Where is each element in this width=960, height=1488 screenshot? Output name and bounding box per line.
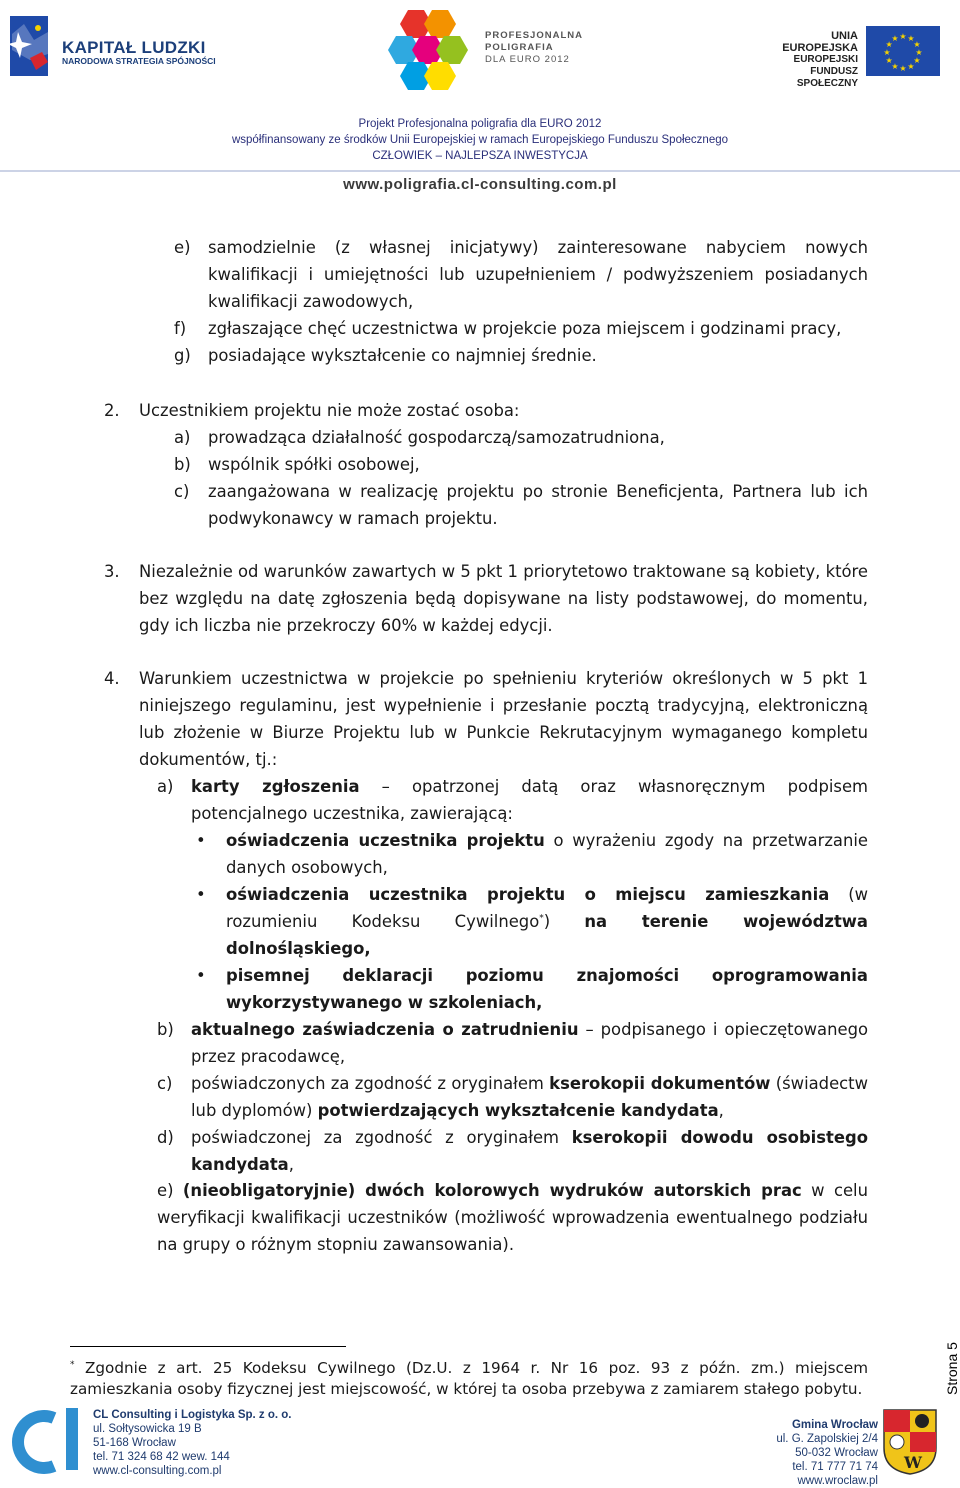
- eu-star-icon: ★: [885, 40, 893, 49]
- section-4d-label: d): [157, 1128, 174, 1147]
- kapital-ludzki-subtitle: NARODOWA STRATEGIA SPÓJNOŚCI: [62, 56, 216, 66]
- poligrafia-logo: [380, 6, 476, 96]
- wroclaw-name: Gmina Wrocław: [791, 1419, 878, 1431]
- header-divider: [0, 170, 960, 172]
- cl-city: 51-168 Wrocław: [93, 1437, 176, 1449]
- wroclaw-info: [740, 1418, 878, 1488]
- section-4b-rest: – podpisanego i opieczętowanego przez pracodawcę,: [191, 1020, 868, 1066]
- eu-star-icon: ★: [913, 56, 921, 65]
- eu-star-icon: ★: [907, 61, 915, 71]
- bullet-2-bold2: na terenie województwa dolnośląskiego,: [226, 912, 868, 958]
- section-2-number: 2.: [104, 401, 120, 420]
- bullet-1-icon: •: [196, 831, 206, 850]
- section-3-text: Niezależnie od warunków zawartych w 5 pkt 1 priorytetowo traktowane są kobiety, które bez względu na datę zgłoszenia będą dopisywane na listy podstawowej, do momentu, gdy ich liczba nie przekroczy 60% w każdej edycji.: [139, 562, 868, 635]
- bullet-1-text: [226, 827, 868, 881]
- kapital-ludzki-logo: [8, 14, 50, 78]
- section-2c-label: c): [174, 482, 190, 501]
- eu-flag: [866, 26, 940, 76]
- poligrafia-text: [485, 30, 583, 66]
- item-e-label: e): [174, 238, 191, 257]
- item-e-text: samodzielnie (z własnej inicjatywy) zainteresowane nabyciem nowych kwalifikacji i umiejętności lub uzupełnieniem / podwyższeniem posiadanych kwalifikacji zawodowych,: [208, 238, 868, 311]
- section-4a-bold: karty zgłoszenia: [191, 777, 360, 796]
- section-3-number: 3.: [104, 562, 120, 581]
- section-4e-label: e): [157, 1181, 174, 1200]
- wroclaw-city: 50-032 Wrocław: [795, 1447, 878, 1459]
- section-4c-t2: (świadectw lub dyplomów): [191, 1074, 868, 1120]
- footnote-ref: *: [539, 913, 544, 924]
- section-4b-label: b): [157, 1020, 174, 1039]
- eu-star-icon: ★: [915, 48, 923, 57]
- item-g-text: posiadające wykształcenie co najmniej średnie.: [208, 346, 597, 365]
- section-2b-label: b): [174, 455, 191, 474]
- eu-star-icon: ★: [913, 40, 921, 49]
- item-f-text: zgłaszające chęć uczestnictwa w projekcie poza miejscem i godzinami pracy,: [208, 319, 842, 338]
- bullet-2-rest: (w rozumieniu Kodeksu Cywilnego: [226, 885, 868, 931]
- bullet-2-rest2: ): [543, 912, 585, 931]
- wroclaw-phone: tel. 71 777 71 74: [792, 1461, 878, 1473]
- cl-logo-icon: [8, 1404, 90, 1476]
- section-4e-bold: (nieobligatoryjnie) dwóch kolorowych wydruków autorskich prac: [182, 1181, 802, 1200]
- section-4c-b2: potwierdzających wykształcenie kandydata: [317, 1101, 719, 1120]
- section-4d-text: [191, 1124, 868, 1178]
- footnote-mark: *: [70, 1359, 75, 1370]
- section-4a-label: a): [157, 777, 174, 796]
- section-4a-rest: – opatrzonej datą oraz własnoręcznym podpisem potencjalnego uczestnika, zawierającą:: [191, 777, 869, 823]
- section-4e-rest: w celu weryfikacji kwalifikacji uczestników (możliwość wprowadzenia ewentualnego podziału na grupy o różnym stopniu zawansowania).: [157, 1181, 868, 1254]
- poligrafia-line2: POLIGRAFIA: [485, 42, 554, 53]
- section-2c-text: zaangażowana w realizację projektu po stronie Beneficjenta, Partnera lub ich podwykonawcy w ramach projektu.: [208, 482, 868, 528]
- ue-line2: EUROPEJSKI: [793, 54, 858, 65]
- ue-line1: UNIA EUROPEJSKA: [782, 30, 858, 54]
- bullet-3-icon: •: [196, 966, 206, 985]
- eu-star-icon: ★: [899, 32, 907, 41]
- ue-text: [760, 30, 858, 90]
- section-2-text: Uczestnikiem projektu nie może zostać osoba:: [139, 401, 520, 420]
- section-4c-t1: poświadczonych za zgodność z oryginałem: [191, 1074, 550, 1093]
- bullet-1-bold: oświadczenia uczestnika projektu: [226, 831, 545, 850]
- section-2b-text: wspólnik spółki osobowej,: [208, 455, 420, 474]
- cl-street: ul. Sołtysowicka 19 B: [93, 1423, 202, 1435]
- bullet-2-icon: •: [196, 885, 206, 904]
- section-4c-text: [191, 1070, 868, 1124]
- section-4b-text: [191, 1016, 868, 1070]
- section-2a-label: a): [174, 428, 191, 447]
- section-4-text: Warunkiem uczestnictwa w projekcie po spełnieniu kryteriów określonych w 5 pkt 1 niniejszego regulaminu, jest wypełnienie i przesłanie pocztą tradycyjną, elektroniczną lub złożenie w Biurze Projektu lub w Punkcie Rekrutacyjnym wymaganego kompletu dokumentów, tj.:: [139, 669, 868, 769]
- coat-of-arms-icon: [882, 1408, 938, 1476]
- footnote-text: [70, 1358, 868, 1400]
- eu-star-icon: ★: [883, 48, 891, 57]
- cl-name: CL Consulting i Logistyka Sp. z o. o.: [93, 1409, 292, 1421]
- project-info: [0, 116, 960, 164]
- wroclaw-website-link[interactable]: www.wroclaw.pl: [797, 1475, 878, 1487]
- poligrafia-line1: PROFESJONALNA: [485, 30, 583, 41]
- section-4a-text: [191, 773, 868, 827]
- item-g-label: g): [174, 346, 191, 365]
- footnote-divider: [70, 1346, 346, 1347]
- eu-star-icon: ★: [891, 61, 899, 71]
- item-f-label: f): [174, 319, 187, 338]
- section-4c-t3: ,: [718, 1101, 724, 1120]
- bullet-2-text: [226, 881, 868, 962]
- section-4b-bold: aktualnego zaświadczenia o zatrudnieniu: [191, 1020, 579, 1039]
- kapital-ludzki-title: KAPITAŁ LUDZKI: [62, 38, 206, 57]
- eu-star-icon: ★: [907, 34, 915, 44]
- wroclaw-street: ul. G. Zapolskiej 2/4: [776, 1433, 878, 1445]
- page-number: Strona 5: [944, 1342, 960, 1395]
- section-4d-t1: poświadczonej za zgodność z oryginałem: [191, 1128, 572, 1147]
- section-4d-t2: ,: [288, 1155, 294, 1174]
- svg-text:W: W: [904, 1453, 922, 1472]
- section-4-number: 4.: [104, 669, 120, 688]
- wroclaw-coat-of-arms: [882, 1408, 938, 1476]
- cl-consulting-logo: [8, 1404, 90, 1476]
- eu-star-icon: ★: [899, 64, 907, 73]
- poligrafia-line3: DLA EURO 2012: [485, 54, 570, 65]
- eu-flag-icon: [866, 26, 940, 76]
- eu-star-icon: ★: [885, 56, 893, 65]
- cl-website-link[interactable]: www.cl-consulting.com.pl: [93, 1465, 222, 1477]
- project-line3: CZŁOWIEK – NAJLEPSZA INWESTYCJA: [372, 150, 588, 162]
- ue-line3: FUNDUSZ SPOŁECZNY: [796, 66, 858, 89]
- project-website-link[interactable]: www.poligrafia.cl-consulting.com.pl: [343, 176, 617, 193]
- section-4c-label: c): [157, 1074, 173, 1093]
- bullet-3-bold: pisemnej deklaracji poziomu znajomości oprogramowania wykorzystywanego w szkoleniach,: [226, 966, 868, 1012]
- section-4e-text: [157, 1177, 868, 1258]
- colorful-hexagons-icon: [380, 6, 476, 96]
- section-2a-text: prowadząca działalność gospodarczą/samozatrudniona,: [208, 428, 665, 447]
- bullet-2-bold1: oświadczenia uczestnika projektu o miejscu zamieszkania: [226, 885, 830, 904]
- project-line2: współfinansowany ze środków Unii Europejskiej w ramach Europejskiego Funduszu Społecznego: [231, 134, 729, 146]
- kapital-ludzki-emblem-icon: [8, 14, 50, 78]
- eu-star-icon: ★: [891, 34, 899, 44]
- section-4d-b1: kserokopii dowodu osobistego kandydata: [191, 1128, 868, 1174]
- cl-consulting-info: [93, 1408, 292, 1478]
- bullet-3-text: [226, 962, 868, 1016]
- footnote-body: Zgodnie z art. 25 Kodeksu Cywilnego (Dz.U. z 1964 r. Nr 16 poz. 93 z późn. zm.) miejscem zamieszkania osoby fizycznej jest miejscowość, w której ta osoba przebywa z zamiarem stałego pobytu.: [70, 1359, 868, 1398]
- section-4c-b1: kserokopii dokumentów: [549, 1074, 771, 1093]
- cl-phone: tel. 71 324 68 42 wew. 144: [93, 1451, 230, 1463]
- bullet-1-rest: o wyrażeniu zgody na przetwarzanie danych osobowych,: [226, 831, 868, 877]
- project-line1: Projekt Profesjonalna poligrafia dla EURO 2012: [358, 118, 602, 130]
